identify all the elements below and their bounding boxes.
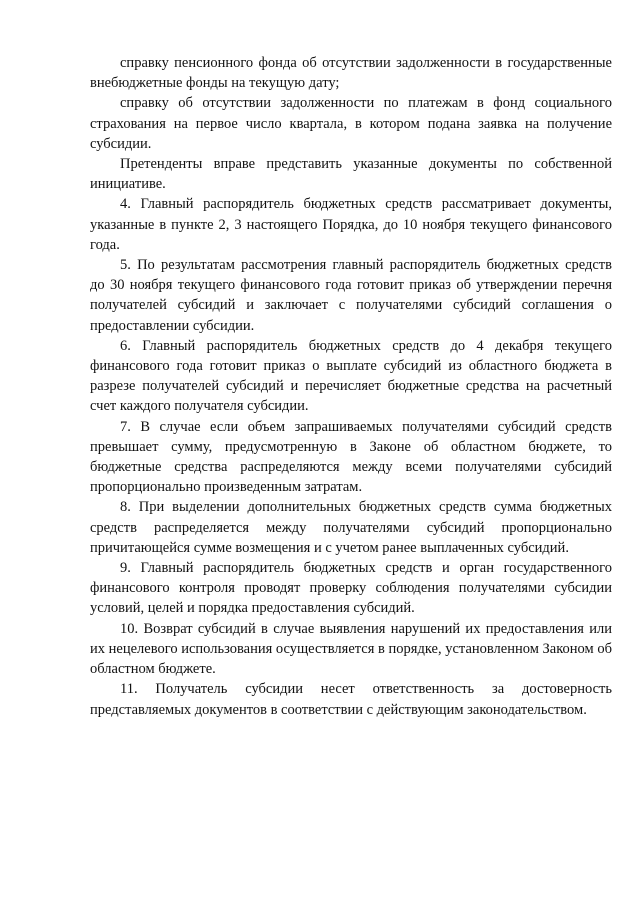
paragraph-pension-fund-certificate: справку пенсионного фонда об отсутствии задолженности в государственные внебюджетные фонды на текущую дату; (90, 55, 612, 92)
paragraph-social-insurance-certificate: справку об отсутствии задолженности по платежам в фонд социального страхования на первое число квартала, в котором подана заявка на получение субсидии. (90, 95, 612, 152)
paragraph-item-4: 4. Главный распорядитель бюджетных средств рассматривает документы, указанные в пункте 2, 3 настоящего Порядка, до 10 ноября текущего финансового года. (90, 196, 612, 253)
document-page (90, 53, 612, 720)
paragraph-item-10: 10. Возврат субсидий в случае выявления нарушений их предоставления или их нецелевого использования осуществляется в порядке, установленном Законом об областном бюджете. (90, 620, 612, 678)
paragraph-item-7: 7. В случае если объем запрашиваемых получателями субсидий средств превышает сумму, предусмотренную в Законе об областном бюджете, то бюджетные средства распределяются между всеми получателями субсидий пропорционально произведенным затратам. (90, 418, 612, 496)
paragraph-own-initiative: Претенденты вправе представить указанные документы по собственной инициативе. (90, 156, 612, 193)
paragraph-item-11: 11. Получатель субсидии несет ответственность за достоверность представляемых документов в соответствии с действующим законодательством. (90, 681, 612, 718)
paragraph-item-6: 6. Главный распорядитель бюджетных средств до 4 декабря текущего финансового года готовит приказ о выплате субсидий из областного бюджета в разрезе получателей субсидий и перечисляет бюджетные средства на расчетный счет каждого получателя субсидии. (90, 337, 612, 415)
paragraph-item-9: 9. Главный распорядитель бюджетных средств и орган государственного финансового контроля проводят проверку соблюдения получателями субсидии условий, целей и порядка предоставления субсидий. (90, 560, 612, 617)
paragraph-item-5: 5. По результатам рассмотрения главный распорядитель бюджетных средств до 30 ноября текущего финансового года готовит приказ об утверждении перечня получателей субсидий и заключает с получателями субсидий соглашения о предоставлении субсидии. (90, 257, 612, 334)
paragraph-item-8: 8. При выделении дополнительных бюджетных средств сумма бюджетных средств распределяется между получателями субсидий пропорционально причитающейся сумме возмещения и с учетом ранее выплаченных субсидий. (90, 499, 612, 556)
